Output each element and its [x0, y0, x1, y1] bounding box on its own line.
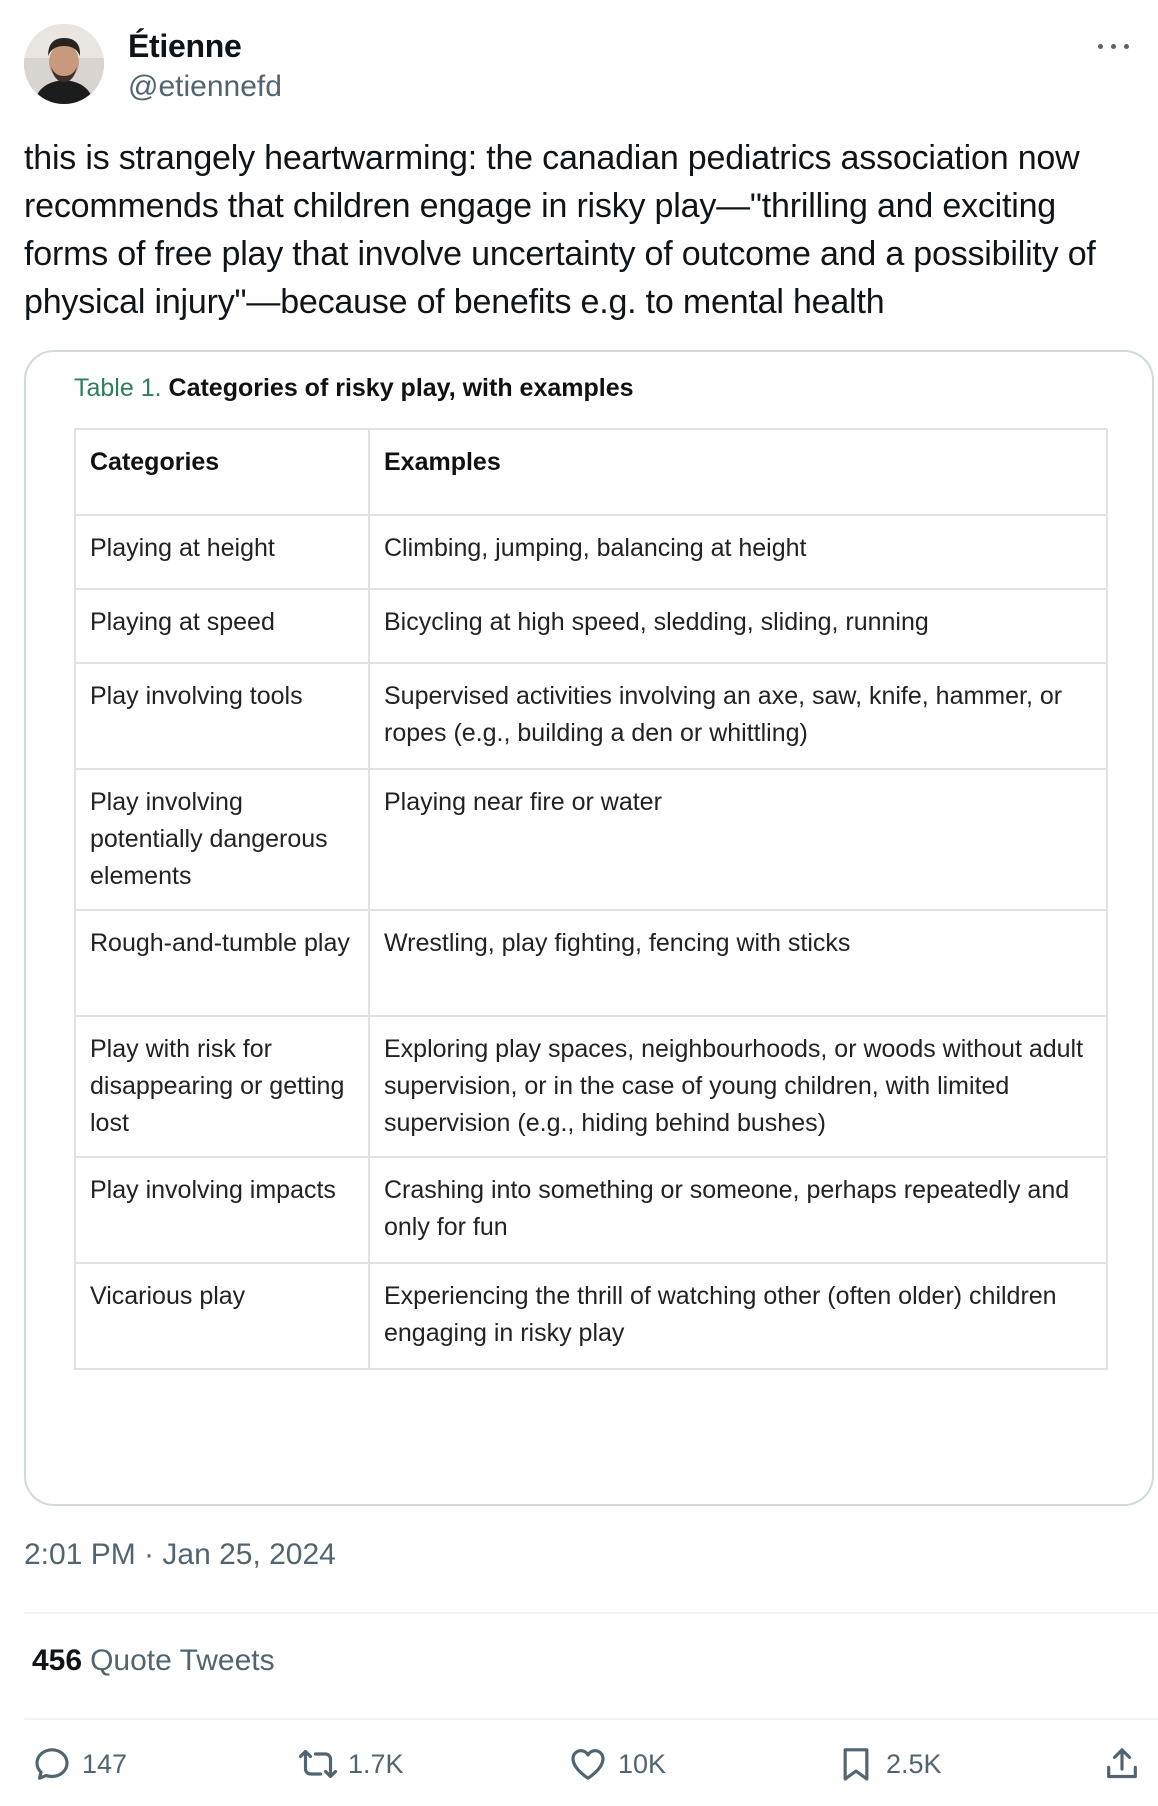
- table-row: [75, 1016, 1107, 1157]
- author-name[interactable]: Étienne: [128, 28, 242, 64]
- table-row: [75, 1157, 1107, 1263]
- example-cell: Bicycling at high speed, sledding, sliding, running: [369, 589, 1107, 663]
- column-header-categories: Categories: [75, 429, 369, 515]
- bookmark-count: 2.5K: [886, 1748, 942, 1779]
- example-cell: Crashing into something or someone, perhaps repeatedly and only for fun: [369, 1157, 1107, 1263]
- example-cell: Experiencing the thrill of watching other (often older) children engaging in risky play: [369, 1263, 1107, 1369]
- divider: [24, 1612, 1158, 1614]
- repost-icon: [298, 1744, 338, 1784]
- table-row: [75, 663, 1107, 769]
- table-header-row: [75, 429, 1107, 515]
- tweet-timestamp[interactable]: 2:01 PM · Jan 25, 2024: [24, 1538, 336, 1571]
- quote-tweets-label: Quote Tweets: [90, 1644, 275, 1677]
- column-header-examples: Examples: [369, 429, 1107, 515]
- tweet-actions-bar: [0, 1736, 1158, 1792]
- divider: [24, 1718, 1158, 1720]
- category-cell: Play with risk for disappearing or getting lost: [75, 1016, 369, 1157]
- category-cell: Vicarious play: [75, 1263, 369, 1369]
- example-cell: Climbing, jumping, balancing at height: [369, 515, 1107, 589]
- tweet-text: this is strangely heartwarming: the canadian pediatrics association now recommends that children engage in risky play—"thrilling and exciting forms of free play that involve uncertainty of outcome and a possibility of physical injury"—because of benefits e.g. to mental health: [24, 139, 1096, 321]
- table-row: [75, 515, 1107, 589]
- table-caption: [74, 374, 634, 403]
- more-icon[interactable]: [1094, 34, 1134, 58]
- category-cell: Playing at height: [75, 515, 369, 589]
- like-icon: [568, 1744, 608, 1784]
- quote-tweets-count: 456: [32, 1644, 83, 1677]
- reply-icon: [32, 1744, 72, 1784]
- table-row: [75, 589, 1107, 663]
- share-icon: [1102, 1744, 1142, 1784]
- bookmark-icon: [836, 1744, 876, 1784]
- author-handle[interactable]: @etiennefd: [128, 70, 282, 103]
- like-count: 10K: [618, 1748, 667, 1779]
- table-caption-label: Table 1.: [74, 374, 162, 402]
- table-row: [75, 910, 1107, 1016]
- avatar-image: [24, 24, 104, 104]
- category-cell: Rough-and-tumble play: [75, 910, 369, 1016]
- category-cell: Play involving potentially dangerous elements: [75, 769, 369, 910]
- tweet-header: [24, 24, 1134, 108]
- category-cell: Playing at speed: [75, 589, 369, 663]
- table-caption-title: Categories of risky play, with examples: [168, 374, 634, 402]
- example-cell: Supervised activities involving an axe, saw, knife, hammer, or ropes (e.g., building a den or whittling): [369, 663, 1107, 769]
- repost-button[interactable]: [298, 1736, 404, 1792]
- tweet-media-image[interactable]: [24, 350, 1154, 1506]
- risk-play-table: [74, 428, 1108, 1370]
- example-cell: Exploring play spaces, neighbourhoods, or woods without adult supervision, or in the case of young children, with limited supervision (e.g., hiding behind bushes): [369, 1016, 1107, 1157]
- quote-tweets-link[interactable]: [32, 1644, 275, 1678]
- category-cell: Play involving impacts: [75, 1157, 369, 1263]
- example-cell: Wrestling, play fighting, fencing with sticks: [369, 910, 1107, 1016]
- category-cell: Play involving tools: [75, 663, 369, 769]
- avatar[interactable]: [24, 24, 104, 104]
- share-button[interactable]: [1102, 1736, 1142, 1792]
- table-row: [75, 1263, 1107, 1369]
- reply-button[interactable]: [32, 1736, 127, 1792]
- example-cell: Playing near fire or water: [369, 769, 1107, 910]
- like-button[interactable]: [568, 1736, 666, 1792]
- table-row: [75, 769, 1107, 910]
- repost-count: 1.7K: [348, 1748, 404, 1779]
- reply-count: 147: [82, 1748, 128, 1779]
- bookmark-button[interactable]: [836, 1736, 942, 1792]
